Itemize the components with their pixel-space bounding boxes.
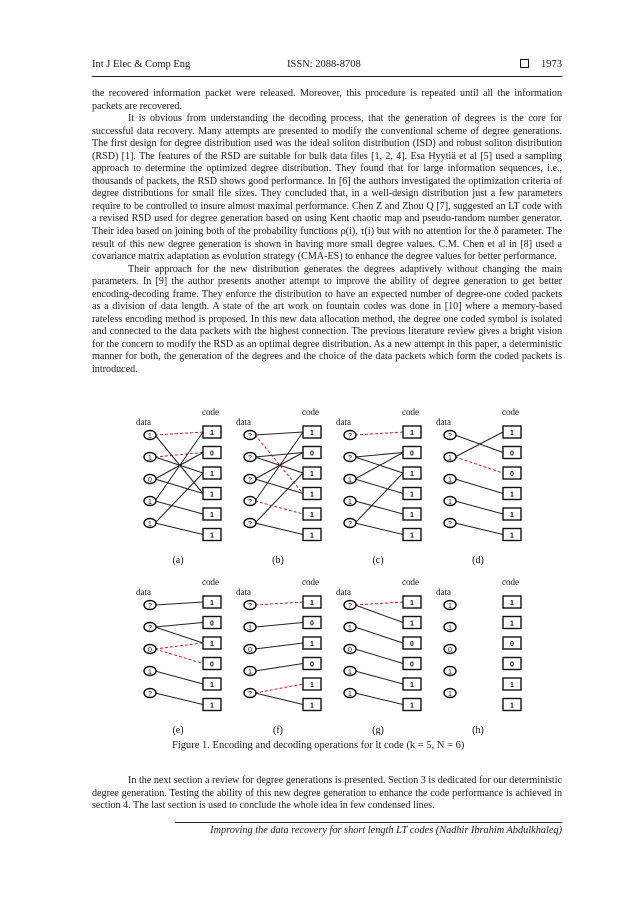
data-label: data xyxy=(136,587,151,597)
code-label: code xyxy=(302,407,319,417)
code-node-value: 1 xyxy=(310,471,314,478)
data-node-value: 1 xyxy=(448,625,452,632)
edge xyxy=(155,432,203,501)
data-label: data xyxy=(436,587,451,597)
code-node-value: 0 xyxy=(410,641,414,648)
data-node-value: ? xyxy=(248,603,252,610)
edge xyxy=(255,432,303,435)
data-node-value: 1 xyxy=(448,603,452,610)
data-node-value: ? xyxy=(348,455,352,462)
edge xyxy=(155,649,203,664)
code-label: code xyxy=(202,407,219,417)
edge xyxy=(355,671,403,684)
edge xyxy=(355,605,403,623)
data-node-value: 1 xyxy=(148,499,152,506)
edge xyxy=(255,623,303,628)
data-label: data xyxy=(336,587,351,597)
data-node-value: ? xyxy=(348,433,352,440)
data-node-value: 1 xyxy=(148,433,152,440)
code-node-value: 1 xyxy=(410,491,414,499)
code-node-value: 1 xyxy=(510,682,514,689)
edge xyxy=(355,627,403,643)
data-node-value: 0 xyxy=(348,647,352,654)
edge xyxy=(355,523,403,535)
code-node-value: 1 xyxy=(310,512,314,519)
panel-label: (a) xyxy=(172,555,184,566)
edge xyxy=(455,432,503,457)
edge xyxy=(255,693,303,705)
figure-1 xyxy=(130,405,530,735)
code-node-value: 1 xyxy=(510,702,514,710)
edge xyxy=(155,693,203,705)
code-node-value: 0 xyxy=(310,620,314,628)
code-node-value: 0 xyxy=(510,471,514,478)
code-label: code xyxy=(202,577,219,587)
data-label: data xyxy=(236,417,251,427)
code-node-value: 1 xyxy=(510,430,514,437)
code-label: code xyxy=(302,577,319,587)
edge xyxy=(355,649,403,664)
page-number: 1973 xyxy=(541,59,562,70)
code-node-value: 1 xyxy=(410,471,414,478)
code-node-value: 0 xyxy=(510,641,514,648)
data-label: data xyxy=(236,587,251,597)
code-label: code xyxy=(402,407,419,417)
body-text xyxy=(92,88,562,377)
page-header xyxy=(92,59,562,75)
data-node-value: 1 xyxy=(348,477,352,484)
page-footer: Improving the data recovery for short length LT codes (Nadhir Ibrahim Abdulkhaleq) xyxy=(210,825,562,836)
edge xyxy=(355,501,403,514)
data-node-value: ? xyxy=(248,691,252,698)
edge xyxy=(255,435,303,494)
code-node-value: 0 xyxy=(510,661,514,669)
data-label: data xyxy=(136,417,151,427)
edge xyxy=(455,479,503,494)
panel-label: (b) xyxy=(272,555,284,566)
data-node-value: ? xyxy=(248,499,252,506)
paragraph-1: the recovered information packet were released. Moreover, this procedure is repeated until all the information packets are recovered. xyxy=(92,88,562,112)
data-node-value: 1 xyxy=(248,625,252,632)
code-node-value: 1 xyxy=(510,620,514,628)
data-node-value: ? xyxy=(448,433,452,440)
edge xyxy=(455,501,503,514)
data-node-value: 1 xyxy=(348,625,352,632)
data-node-value: 1 xyxy=(448,477,452,484)
data-node-value: ? xyxy=(248,477,252,484)
edge xyxy=(355,457,403,473)
code-node-value: 1 xyxy=(310,532,314,540)
code-node-value: 1 xyxy=(310,491,314,499)
code-node-value: 1 xyxy=(210,512,214,519)
data-node-value: 0 xyxy=(148,477,152,484)
journal-name: Int J Elec & Comp Eng xyxy=(92,59,191,70)
data-node-value: 0 xyxy=(448,647,452,654)
code-node-value: 1 xyxy=(410,682,414,689)
panel-label: (f) xyxy=(273,725,283,735)
code-node-value: 1 xyxy=(510,532,514,540)
data-node-value: 0 xyxy=(148,647,152,654)
edge xyxy=(155,523,203,535)
edge xyxy=(355,693,403,705)
edge xyxy=(155,623,203,628)
panel-label: (h) xyxy=(472,725,484,735)
code-node-value: 0 xyxy=(210,450,214,458)
paragraph-4: In the next section a review for degree generations is presented. Section 3 is dedicated for our deterministic degree generation. Testing the ability of this new degree generation to enhance the code performance is achieved in section 4. The last section is used to conclude the whole idea in few condensed lines. xyxy=(92,775,562,812)
code-node-value: 0 xyxy=(210,620,214,628)
code-label: code xyxy=(502,407,519,417)
edge xyxy=(155,435,203,494)
code-node-value: 1 xyxy=(510,600,514,607)
code-node-value: 1 xyxy=(210,600,214,607)
header-rule xyxy=(92,76,562,77)
code-node-value: 1 xyxy=(210,491,214,499)
data-node-value: ? xyxy=(148,691,152,698)
data-node-value: ? xyxy=(448,521,452,528)
edge xyxy=(455,435,503,453)
code-node-value: 0 xyxy=(510,450,514,458)
checkbox-icon xyxy=(520,59,529,68)
edge xyxy=(255,473,303,523)
edge xyxy=(155,627,203,643)
edge xyxy=(455,457,503,473)
edge xyxy=(255,643,303,649)
edge xyxy=(155,671,203,684)
data-node-value: ? xyxy=(148,603,152,610)
edge xyxy=(255,432,303,501)
data-node-value: 1 xyxy=(448,669,452,676)
data-node-value: ? xyxy=(248,521,252,528)
code-node-value: 1 xyxy=(210,532,214,540)
closing-paragraph xyxy=(92,775,562,813)
edge xyxy=(155,643,203,649)
edge xyxy=(355,432,403,435)
edge xyxy=(155,501,203,514)
panel-label: (d) xyxy=(472,555,484,566)
footer-rule xyxy=(175,822,562,823)
code-node-value: 1 xyxy=(210,682,214,689)
data-label: data xyxy=(336,417,351,427)
code-node-value: 1 xyxy=(310,641,314,648)
figure-caption: Figure 1. Encoding and decoding operations for lt code (k = 5, N = 6) xyxy=(172,740,465,751)
data-node-value: 1 xyxy=(448,691,452,698)
code-node-value: 1 xyxy=(410,430,414,437)
paragraph-2: It is obvious from understanding the decoding process, that the generation of degrees is the core for successful data recovery. Many attempts are presented to modify the conventional scheme of degree generations. The first design for degree distribution used was the ideal soliton distribution (ISD) and robust soliton distribution (RSD) [1]. The features of the RSD are suitable for bulk data files [1, 2, 4]. Esa Hyytiä et al [5] used a sampling approach to determine the optimized degree distribution. They found that for large information sequences, i.e., thousands of packets, the RSD shows good performance. In [6] the authors investigated the optimization criteria of degree distributions for small file sizes. They concluded that, in a well-design distribution just a few parameters require to be controlled to insure almost maximal performance. Chen Z and Zhou Q [7], suggested an LT code with a revised RSD used for degree generation based on using Kent chaotic map and pseudo-random number generator. Their idea based on joining both of the probability functions ρ(i), τ(i) but with no attention for the δ parameter. The result of this new degree generation is shown in having more small degree values. C.M. Chen et al in [8] used a covariance matrix adaptation as evolution strategy (CMA-ES) to enhance the degree values for better performance. xyxy=(92,113,562,263)
edge xyxy=(255,457,303,473)
code-node-value: 1 xyxy=(210,641,214,648)
edge xyxy=(255,602,303,605)
code-node-value: 1 xyxy=(410,702,414,710)
data-node-value: 1 xyxy=(348,691,352,698)
code-node-value: 1 xyxy=(310,600,314,607)
code-node-value: 0 xyxy=(410,661,414,669)
code-node-value: 1 xyxy=(310,430,314,437)
panel-label: (g) xyxy=(372,725,384,735)
edge xyxy=(355,473,403,523)
edge xyxy=(255,664,303,672)
data-node-value: 1 xyxy=(148,521,152,528)
data-node-value: ? xyxy=(248,455,252,462)
code-node-value: 0 xyxy=(310,450,314,458)
data-node-value: 1 xyxy=(348,499,352,506)
code-node-value: 1 xyxy=(310,702,314,710)
code-node-value: 1 xyxy=(410,532,414,540)
data-node-value: 1 xyxy=(448,499,452,506)
code-node-value: 1 xyxy=(210,430,214,437)
code-label: code xyxy=(502,577,519,587)
code-node-value: 1 xyxy=(510,512,514,519)
panel-label: (c) xyxy=(372,555,384,566)
code-node-value: 1 xyxy=(410,512,414,519)
code-node-value: 1 xyxy=(410,600,414,607)
code-node-value: 1 xyxy=(410,620,414,628)
code-node-value: 1 xyxy=(210,702,214,710)
edge xyxy=(455,523,503,535)
code-node-value: 0 xyxy=(410,450,414,458)
edge xyxy=(155,432,203,435)
data-label: data xyxy=(436,417,451,427)
edge xyxy=(355,602,403,605)
data-node-value: 1 xyxy=(148,455,152,462)
issn: ISSN: 2088-8708 xyxy=(287,59,361,70)
edge xyxy=(255,501,303,514)
data-node-value: ? xyxy=(348,521,352,528)
data-node-value: 1 xyxy=(448,455,452,462)
page-number-group xyxy=(520,59,562,70)
data-node-value: ? xyxy=(348,603,352,610)
edge xyxy=(255,523,303,535)
code-node-value: 0 xyxy=(310,661,314,669)
data-node-value: ? xyxy=(248,433,252,440)
code-node-value: 1 xyxy=(210,471,214,478)
data-node-value: 0 xyxy=(248,647,252,654)
code-label: code xyxy=(402,577,419,587)
code-node-value: 0 xyxy=(210,661,214,669)
paragraph-3: Their approach for the new distribution generates the degrees adaptively without changing the main parameters. In [9] the author presents another attempt to improve the ability of degree generation to get better encoding-decoding frame. They enforce the distribution to have an expected number of degree-one coded packets as a division of data length. A state of the art work on fountain codes was done in [10] where a memory-based rateless encoding method is proposed. In this new data allocation method, the degree one coded symbol is isolated and connected to the data packets with the highest connection. The previous literature review gives a bright vision for the concern to modify the RSD as an optimal degree distribution. As a new attempt in this paper, a deterministic manner for both, the generation of the degrees and the choice of the data packets which form the coded packets is introduced. xyxy=(92,263,562,376)
panel-label: (e) xyxy=(172,725,184,735)
edge xyxy=(255,684,303,693)
data-node-value: 1 xyxy=(148,669,152,676)
edge xyxy=(155,602,203,605)
data-node-value: 1 xyxy=(348,669,352,676)
code-node-value: 1 xyxy=(510,491,514,499)
edge xyxy=(155,473,203,523)
data-node-value: 1 xyxy=(248,669,252,676)
data-node-value: ? xyxy=(148,625,152,632)
code-node-value: 1 xyxy=(310,682,314,689)
